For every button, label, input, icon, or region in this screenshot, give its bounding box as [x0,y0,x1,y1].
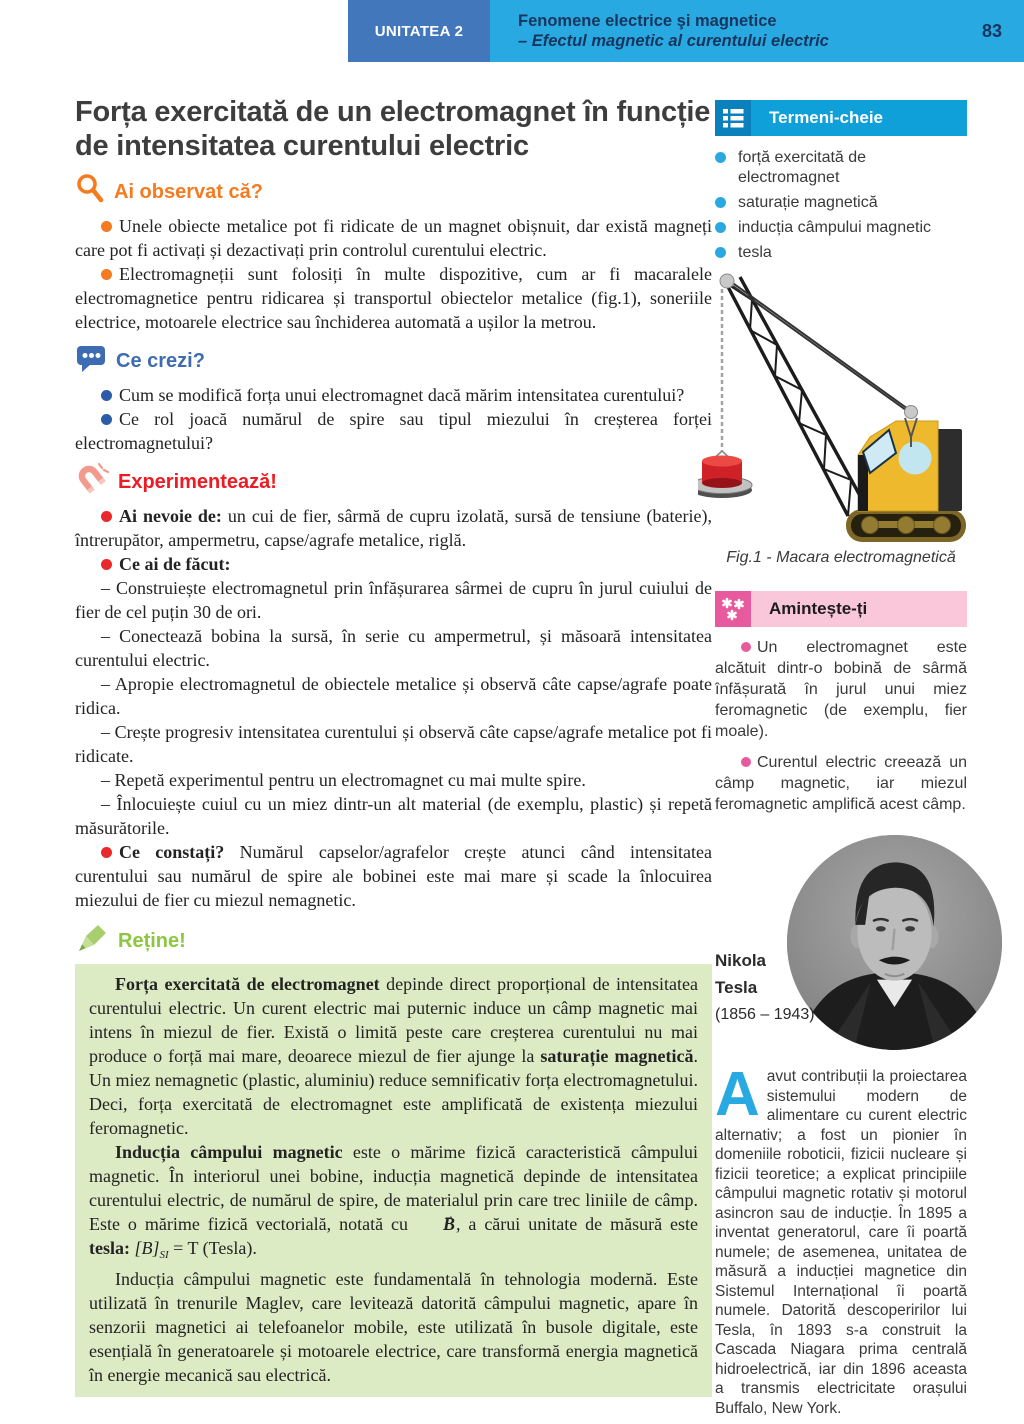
key-term-item [715,218,967,238]
page-header [348,0,1024,62]
remember-box [75,964,712,1397]
figure-caption: Fig.1 - Macara electromagnetică [726,549,956,566]
sidebar [715,100,967,1418]
paragraph-lead: Inducția câmpului magnetic [115,1142,343,1162]
section-heading-label: Ce crezi? [116,349,205,372]
paragraph [75,840,712,912]
biography-text: avut contribuții la proiectarea sistemului modern de alimentare cu curent electric alternativ; a fost un pionier în domeniile roboticii, fizicii nucleare și fizicii teoretice; a explicat principiile câmpului magnetic rotativ și motorul asincron sau de inducție. În 1895 a inventat generatorul, care îi poartă numele; de asemenea, unitatea de măsură a inducției magnetice din Sistemul Internațional îi poartă numele. Datorită descoperirilor lui Tesla, în 1893 s-a construit la Cascada Niagara prima centrală hidroelectrică, iar din 1896 aceasta a transmis electricitate orașului Buffalo, New York. [715,1068,967,1417]
bullet-icon [715,152,726,163]
magnifier-icon [75,173,105,211]
bullet-icon [101,511,112,522]
tesla-years: (1856 – 1943) [715,1006,815,1023]
step-text: – Conectează bobina la sursă, în serie cu ampermetrul, și măsoară intensitatea curentului electric. [75,626,712,670]
experiment-step [75,672,712,720]
key-terms-title: Termeni-cheie [751,100,967,136]
bullet-icon [101,269,112,280]
paragraph-lead: Ce constați? [119,842,225,862]
chapter-title: Fenomene electrice şi magnetice [518,12,777,30]
page-number: 83 [981,20,1002,41]
bullet-icon [741,757,751,767]
experiment-step [75,576,712,624]
tesla-portrait [787,835,1002,1050]
paragraph-text: Numărul capselor/agrafelor crește atunci când intensitatea curentului sau numărul de spire ale bobinei este mai mare și scade la înlocuirea miezului de fier cu miezul nemagnetic. [75,842,712,910]
formula: = T (Tesla). [168,1238,257,1258]
section-remember-heading [75,924,712,958]
step-text: – Repetă experimentul pentru un electromagnet cu mai multe spire. [101,770,586,790]
key-term-item [715,243,967,263]
paragraph-text: este o mărime fizică caracteristică câmpului magnetic. În interiorul unei bobine, inducția magnetică depinde de intensitatea curentului electric, de numărul de spire, de materialul prin care trec liniile de câmp. Este o mărime fizică vectorială, notată cu [89,1142,698,1234]
tesla-biography [715,1060,967,1418]
key-term-label: tesla [738,244,772,261]
section-heading-label: Ai observat că? [114,180,263,203]
bullet-icon [741,642,751,652]
step-text: – Apropie electromagnetul de obiectele metalice și observă câte capse/agrafe poate ridica. [75,674,712,718]
recall-text: Un electromagnet este alcătuit dintr-o bobină de sârmă înfășurată în jurul unui miez feromagnetic (de exemplu, fier moale). [715,639,967,740]
paragraph-text: Unele obiecte metalice pot fi ridicate de un magnet obișnuit, dar există magneți care pot fi activați și dezactivați prin controlul curentului electric. [75,216,712,260]
key-term-label: inducția câmpului magnetic [738,219,931,236]
paragraph-text: Cum se modifică forța unui electromagnet dacă mărim intensitatea curentului? [119,385,685,405]
bullet-icon [101,390,112,401]
tesla-biography-header [715,835,967,1065]
paragraph-lead: Ai nevoie de: [119,506,222,526]
drop-cap: A [715,1060,760,1129]
bullet-icon [101,221,112,232]
section-heading-label: Experimentează! [118,470,277,493]
chapter-titles [518,11,982,51]
paragraph [75,407,712,455]
bullet-icon [715,222,726,233]
formula: [B] [129,1238,160,1258]
magnet-icon [75,462,109,502]
paragraph [75,504,712,552]
remember-paragraph [89,972,698,1140]
paragraph-text: , a cărui unitate de măsură este [455,1214,698,1234]
bullet-icon [101,559,112,570]
paragraph-text: depinde direct proporțional de intensitatea curentului electric. Un curent electric mai puternic induce un câmp magnetic mai intens în miezul de fier. Există o limită peste care creșterea curentului nu mai produce o forță mai mare, deoarece miezul de fier ajunge la [89,974,699,1066]
recall-text: Curentul electric creează un câmp magnetic, iar miezul feromagnetic amplifică acest câmp. [715,754,967,813]
tesla-first-name: Nikola [715,951,767,970]
step-text: – Înlocuiește cuiul cu un miez dintr-un alt material (de exemplu, plastic) și repetă măsurătorile. [75,794,712,838]
section-observed-heading [75,175,712,209]
paragraph [75,552,712,576]
formula-subscript: SI [159,1249,169,1261]
bullet-icon [715,197,726,208]
pencil-icon [75,921,109,961]
remember-paragraph: Inducția câmpului magnetic este fundamentală în tehnologia modernă. Este utilizată în trenurile Maglev, care levitează datorită câmpului magnetic, apare în senzorii magnetici ai telefoanelor mobile, este utilizată în busole digitale, este esențială în generatoarele și motoarele electrice, care transformă energia magnetică în energie mecanică sau electrică. [89,1269,698,1385]
key-term-item [715,193,967,213]
step-text: – Crește progresiv intensitatea curentului și observă câte capse/agrafe metalice pot fi ridicate. [75,722,712,766]
paragraph-text: un cui de fier, sârmă de cupru izolată, sursă de tensiune (baterie), întrerupător, ampermetru, capse/agrafe metalice, riglă. [75,506,712,550]
paragraph-lead: Forța exercitată de electromagnet [115,974,380,994]
experiment-step [75,624,712,672]
asterisks-icon [715,591,751,627]
vector-b-symbol: → B [416,1212,456,1236]
paragraph-text: Electromagneții sunt folosiți în multe dispozitive, cum ar fi macaralele electromagnetice pentru ridicarea și transportul obiectelor metalice (fig.1), soneriile electrice, motoarele electrice sau închiderea automată a ușilor la metrou. [75,264,712,332]
paragraph [75,262,712,334]
key-term-label: forță exercitată de electromagnet [738,149,867,186]
chapter-header [490,0,1024,62]
recall-header [715,591,967,627]
recall-paragraph [715,637,967,742]
list-icon [715,100,751,136]
paragraph [75,214,712,262]
bullet-icon [101,847,112,858]
section-experiment-heading [75,465,712,499]
tesla-name [715,947,815,1028]
key-term-item [715,148,967,188]
key-term: saturație magnetică [540,1046,694,1066]
experiment-step [75,792,712,840]
key-term-label: saturație magnetică [738,194,878,211]
recall-title: Amintește-ți [751,591,967,627]
bullet-icon [715,247,726,258]
paragraph-lead: Ce ai de făcut: [119,554,231,574]
experiment-step [75,720,712,768]
chapter-subtitle: – Efectul magnetic al curentului electric [518,32,829,50]
section-think-heading [75,344,712,378]
key-terms-list [715,148,967,263]
crane-illustration [715,271,967,549]
remember-paragraph [89,1140,698,1267]
key-term: tesla: [89,1238,130,1258]
speech-bubble-icon [75,343,107,380]
paragraph [75,383,712,407]
recall-paragraph [715,752,967,815]
paragraph-text: Ce rol joacă numărul de spire sau tipul miezului în creșterea forței electromagnetului? [75,409,712,453]
section-heading-label: Reține! [118,929,186,952]
experiment-step [75,768,712,792]
key-terms-header [715,100,967,136]
bullet-icon [101,414,112,425]
lesson-title: Forța exercitată de un electromagnet în funcție de intensitatea curentului electric [75,96,711,162]
main-article [75,95,712,1397]
tesla-last-name: Tesla [715,978,758,997]
unit-badge: UNITATEA 2 [348,0,490,62]
step-text: – Construiește electromagnetul prin înfășurarea sârmei de cupru în jurul cuiului de fier de cel puțin 30 de ori. [75,578,712,622]
paragraph-text: . Un miez nemagnetic (plastic, aluminiu) reduce semnificativ forța electromagnetului. Deci, forța exercitată de electromagnet este amplificată de existența miezului feromagnetic. [89,1046,698,1138]
